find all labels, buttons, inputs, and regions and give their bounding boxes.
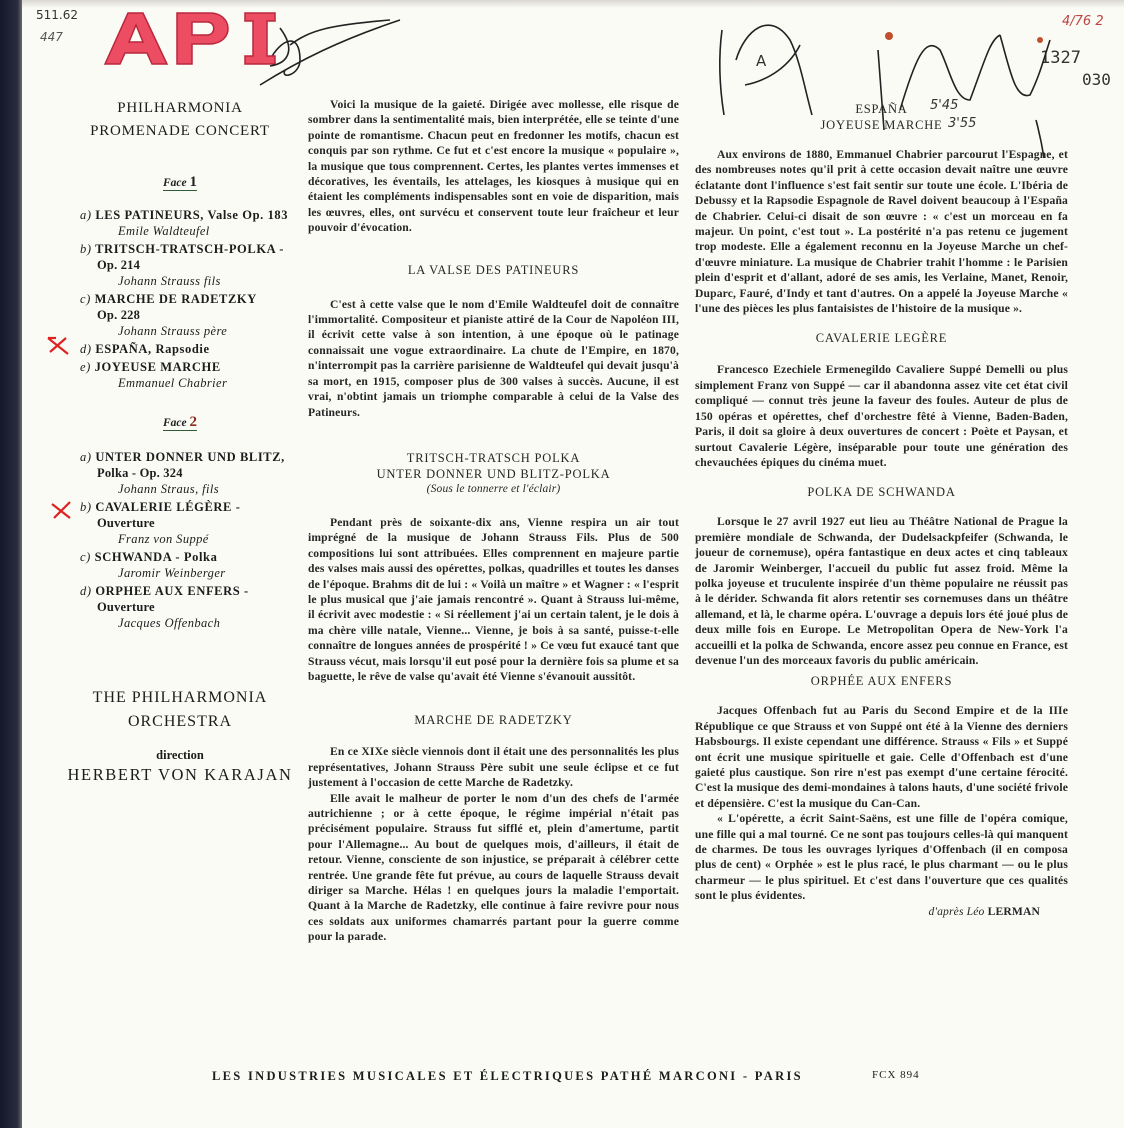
track-title: TRITSCH-TRATSCH-POLKA - xyxy=(95,242,285,256)
face-2-heading xyxy=(60,414,300,431)
track-item xyxy=(80,449,300,497)
face-1-tracklist xyxy=(60,174,300,393)
section-heading-joyeuse-marche: JOYEUSE MARCHE xyxy=(820,118,943,132)
face-label: Face xyxy=(162,177,187,189)
track-letter: a) xyxy=(80,208,92,222)
orchestra-credit xyxy=(60,686,300,787)
conductor-name: HERBERT VON KARAJAN xyxy=(67,765,293,784)
face-number-handwritten: 1 xyxy=(189,174,197,190)
track-letter: d) xyxy=(80,584,92,598)
track-title: MARCHE DE RADETZKY xyxy=(94,292,257,306)
track-item xyxy=(80,359,300,391)
red-cross-mark xyxy=(48,498,78,522)
intro-paragraph: Voici la musique de la gaieté. Dirigée avec mollesse, elle risque de sombrer dans la sentimentalité mais, bien interprétée, elle se teinte d'une pointe de romantisme. Chacun peut en fredonner les motifs, chacun est conquis par son rythme. Ce fut et c'est encore la musique « populaire », la musique que tous comprennent. Certes, les plantes vertes immenses et décoratives, les éventails, les attelages, les kiosques à musique qui en étaient les compléments indispensables sont en voie de disparition, mais les œuvres, elles, ont survécu et conservent toute leur fraîcheur et leur pouvoir d'évocation. xyxy=(308,98,679,235)
track-letter: c) xyxy=(80,292,91,306)
api-logo xyxy=(95,8,295,68)
section-heading-tritsch: TRITSCH-TRATSCH POLKA xyxy=(406,450,581,465)
paragraph-suppe: Francesco Ezechiele Ermenegildo Cavaliere Suppé Demelli ou plus simplement Franz von Suppé — car il abandonna assez vite cet état civil compliqué — connut très jeune la faveur des foules. Auteur de plus de 150 opéras et opérettes, chef d'orchestre fêté à Vienne, Baden-Baden, Paris, il doit sa gloire à deux ouvertures de concert : Poète et Paysan, et surtout Cavalerie Légère, inséparable pour toute une génération des chevauchées épiques du cinéma muet. xyxy=(695,363,1068,469)
album-title xyxy=(60,97,300,143)
notes-right-column xyxy=(695,101,1068,919)
track-letter: b) xyxy=(80,242,92,256)
track-letter: b) xyxy=(80,500,92,514)
paragraph-chabrier: Aux environs de 1880, Emmanuel Chabrier parcourut l'Espagne, et des nombreuses notes qu'il prit à cette occasion devait naître une œuvre éclatante dont l'influence s'est fait sentir sur toute une école. L'Ibéria de Debussy et la Rapsodie Espagnole de Ravel doivent beaucoup à l'España de Chabrier. Celui-ci disait de son œuvre : « c'est un morceau en fa majeur. Un point, c'est tout ». La postérité n'a pas retenu ce jugement trop modeste. Elle a également reconnu en la Joyeuse Marche un chef-d'œuvre miniature. La musique de Chabrier trahit l'homme : le Parisien plein d'esprit et d'allant, adoré de ses amis, les Verlaine, Manet, Renoir, Duparc, Fauré, d'Indy et tant d'autres. On a appelé la Joyeuse Marche « l'une des pièces les plus fantaisistes de l'histoire de la musique ». xyxy=(695,148,1068,316)
track-composer: Jaromir Weinberger xyxy=(118,566,226,580)
orchestra-name: THE PHILHARMONIA xyxy=(92,689,268,706)
track-letter: d) xyxy=(80,342,92,356)
track-title: ORPHEE AUX ENFERS - xyxy=(95,584,249,598)
handwritten-duration-espana: 5'45 xyxy=(930,98,959,113)
track-letter: a) xyxy=(80,450,92,464)
section-heading-espana: ESPAÑA xyxy=(855,102,908,116)
paragraph-offenbach-1: Jacques Offenbach fut au Paris du Second Empire et de la IIIe République ce que Strauss et von Suppé ont été à la Vienne des derniers Habsbourgs. Il existe cependant une différence. Strauss « Fils » et Suppé ont écrit une musique spirituelle et gaie. Celle d'Offenbach est d'une gaieté plus caustique. Son rire n'est pas exempt d'une certaine férocité. C'est la musique des demi-mondaines à talons hauts, d'une société frivole et dépensière. C'est la musique du Can-Can. xyxy=(695,704,1068,810)
track-item xyxy=(80,241,300,289)
handwritten-letter: A xyxy=(756,52,767,70)
track-letter: e) xyxy=(80,360,91,374)
paragraph-strauss-fils: Pendant près de soixante-dix ans, Vienne respira un air tout imprégné de la musique de Johann Strauss Fils. Plus de 500 compositions lui sont attribuées. Elles comprennent en majeure partie des valses mais aussi des opérettes, polkas, quadrilles et toutes les danses de l'époque. Brahms dit de lui : « Voilà un maître » et Wagner : « l'esprit le plus musical que j'aie jamais rencontré ». Quant à Strauss lui-même, il écrivit avec modestie : « Si réellement j'ai un certain talent, je le dois à ma chère ville natale, Vienne... Vienne, je bois à sa santé, puisse-t-elle connaître de longues années de prospérité ! » Ce vœu fut exaucé tant que Strauss vécut, mais lorsqu'il eut posé pour la dernière fois sa plume et sa baguette, le rêve de valse qu'avait été Vienne s'évanouit aussitôt. xyxy=(308,515,679,683)
track-title: JOYEUSE MARCHE xyxy=(94,360,221,374)
track-composer: Johann Straus, fils xyxy=(118,482,220,496)
publisher-line: LES INDUSTRIES MUSICALES ET ÉLECTRIQUES PATHÉ MARCONI - PARIS xyxy=(212,1069,803,1083)
track-detail: Op. 228 xyxy=(97,308,141,322)
direction-label: direction xyxy=(156,748,204,762)
face-number-handwritten: 2 xyxy=(189,414,197,430)
handwritten-number: 447 xyxy=(40,30,63,44)
track-composer: Emmanuel Chabrier xyxy=(118,376,228,390)
handwritten-code-1327: 1327 xyxy=(1040,48,1081,68)
paragraph-radetzky-1: En ce XIXe siècle viennois dont il était une des personnalités les plus représentatives, Johann Strauss Père subit une seule éclipse et ce fut justement à l'occasion de cette Marche de Radetzky. xyxy=(308,745,679,790)
paragraph-offenbach-2: « L'opérette, a écrit Saint-Saëns, est une fille de l'opéra comique, une fille qui a mal tourné. Ce ne sont pas toujours celles-là qui manquent de charmes. De tous les ouvrages lyriques d'Offenbach (il en composa plus de cent) « Orphée » est le plus racé, le plus charmant — ou le plus charmeur — le plus spirituel. Et c'est dans l'ouverture que ces qualités sont le plus évidentes. xyxy=(695,812,1068,903)
section-heading-orphee: ORPHÉE AUX ENFERS xyxy=(810,674,953,689)
track-composer: Emile Waldteufel xyxy=(118,224,210,238)
track-letter: c) xyxy=(80,550,91,564)
track-detail: Ouverture xyxy=(97,516,155,530)
red-cross-mark xyxy=(44,334,74,358)
red-dot-mark xyxy=(885,32,893,40)
track-title: LES PATINEURS, Valse Op. 183 xyxy=(95,208,289,222)
track-composer: Johann Strauss père xyxy=(118,324,228,338)
track-detail: Polka - Op. 324 xyxy=(97,466,183,480)
section-heading-unter-donner: UNTER DONNER UND BLITZ-POLKA xyxy=(376,466,611,481)
track-item xyxy=(80,291,300,339)
handwritten-duration-joyeuse: 3'55 xyxy=(948,116,977,131)
title-line: PHILHARMONIA xyxy=(117,100,243,116)
section-heading-radetzky: MARCHE DE RADETZKY xyxy=(414,713,573,728)
section-subtitle: (Sous le tonnerre et l'éclair) xyxy=(426,482,561,495)
section-heading-valse: LA VALSE DES PATINEURS xyxy=(407,262,580,277)
handwritten-code-030: 030 xyxy=(1082,70,1111,89)
track-item xyxy=(80,341,300,357)
notes-middle-column xyxy=(308,97,679,945)
paragraph-schwanda: Lorsque le 27 avril 1927 eut lieu au Théâtre National de Prague la première mondiale de Schwanda, der Dudelsackpfeifer (Schwanda, le joueur de cornemuse), opéra fantastique en deux actes et cinq tableaux de Jaromir Weinberger, l'accueil du public fut assez froid. Même la polka joyeuse et truculente inspirée d'un thème populaire ne réussit pas à le dérider. Schwanda fit alors retentir ses cornemuses dans un théâtre allemand, et là, le charme opéra. L'ouvrage a depuis lors été joué plus de deux mille fois en Europe. Le Metropolitan Opera de New-York l'a accueilli et la polka de Schwanda, encore assez peu connue en France, est devenue l'un des morceaux favoris du public américain. xyxy=(695,515,1068,667)
author-signature xyxy=(695,904,1068,919)
track-title: CAVALERIE LÉGÈRE - xyxy=(95,500,241,514)
track-item xyxy=(80,499,300,547)
signature-name: LERMAN xyxy=(987,904,1040,918)
track-title: ESPAÑA, Rapsodie xyxy=(95,342,210,356)
track-item xyxy=(80,207,300,239)
track-title: SCHWANDA - Polka xyxy=(94,550,218,564)
track-item xyxy=(80,583,300,631)
track-detail: Ouverture xyxy=(97,600,155,614)
track-item xyxy=(80,549,300,581)
paragraph-valse: C'est à cette valse que le nom d'Emile Waldteufel doit de connaître l'immortalité. Compositeur et pianiste attiré de la Cour de Napoléon III, il écrivit cette valse à son intention, à une époque où le patinage connaissait une vogue extraordinaire. La chute de l'Empire, en 1870, n'interrompit pas la carrière parisienne de Waldteufel qui devait jusqu'à sa mort, en 1915, composer plus de 300 valses à succès. Aucune, il est vrai, n'obtint jamais un triomphe comparable à celui de la Valse des Patineurs. xyxy=(308,297,679,419)
orchestra-name: ORCHESTRA xyxy=(127,713,233,730)
catalog-number: FCX 894 xyxy=(872,1069,920,1081)
handwritten-corner-note: 4/76 2 xyxy=(1062,14,1104,29)
track-detail: Op. 214 xyxy=(97,258,141,272)
track-composer: Jacques Offenbach xyxy=(118,616,221,630)
red-dot-mark xyxy=(1037,37,1043,43)
face-2-tracklist xyxy=(60,414,300,633)
section-heading-schwanda: POLKA DE SCHWANDA xyxy=(807,485,956,500)
track-composer: Johann Strauss fils xyxy=(118,274,221,288)
face-label: Face xyxy=(162,417,187,429)
sleeve-edge xyxy=(0,0,22,1128)
section-heading-cavalerie: CAVALERIE LEGÈRE xyxy=(815,331,948,346)
track-composer: Franz von Suppé xyxy=(118,532,209,546)
handwritten-shelf-number: 511.62 xyxy=(36,8,78,22)
signature-prefix: d'après Léo xyxy=(928,904,985,918)
track-title: UNTER DONNER UND BLITZ, xyxy=(95,450,285,464)
title-line: PROMENADE CONCERT xyxy=(90,123,270,139)
paragraph-radetzky-2: Elle avait le malheur de porter le nom d'un des chefs de l'armée autrichienne ; or à cette époque, le régime impérial n'était pas précisément populaire. Strauss fut sifflé et, plein d'amertume, partit pour l'Allemagne... Au bout de quelques mois, d'ailleurs, il était de retour. Vienne, consciente de son injustice, se préparait à célébrer cette rentrée. Une grande fête fut prévue, au cours de laquelle Strauss devait diriger sa Marche. Hélas ! en quelques jours la maladie l'emportait. Quant à la Marche de Radetzky, elle continue à faire revivre pour nous ces soldats aux uniformes chamarrés partant pour la guerre comme pour la parade. xyxy=(308,791,679,944)
face-1-heading xyxy=(60,174,300,191)
